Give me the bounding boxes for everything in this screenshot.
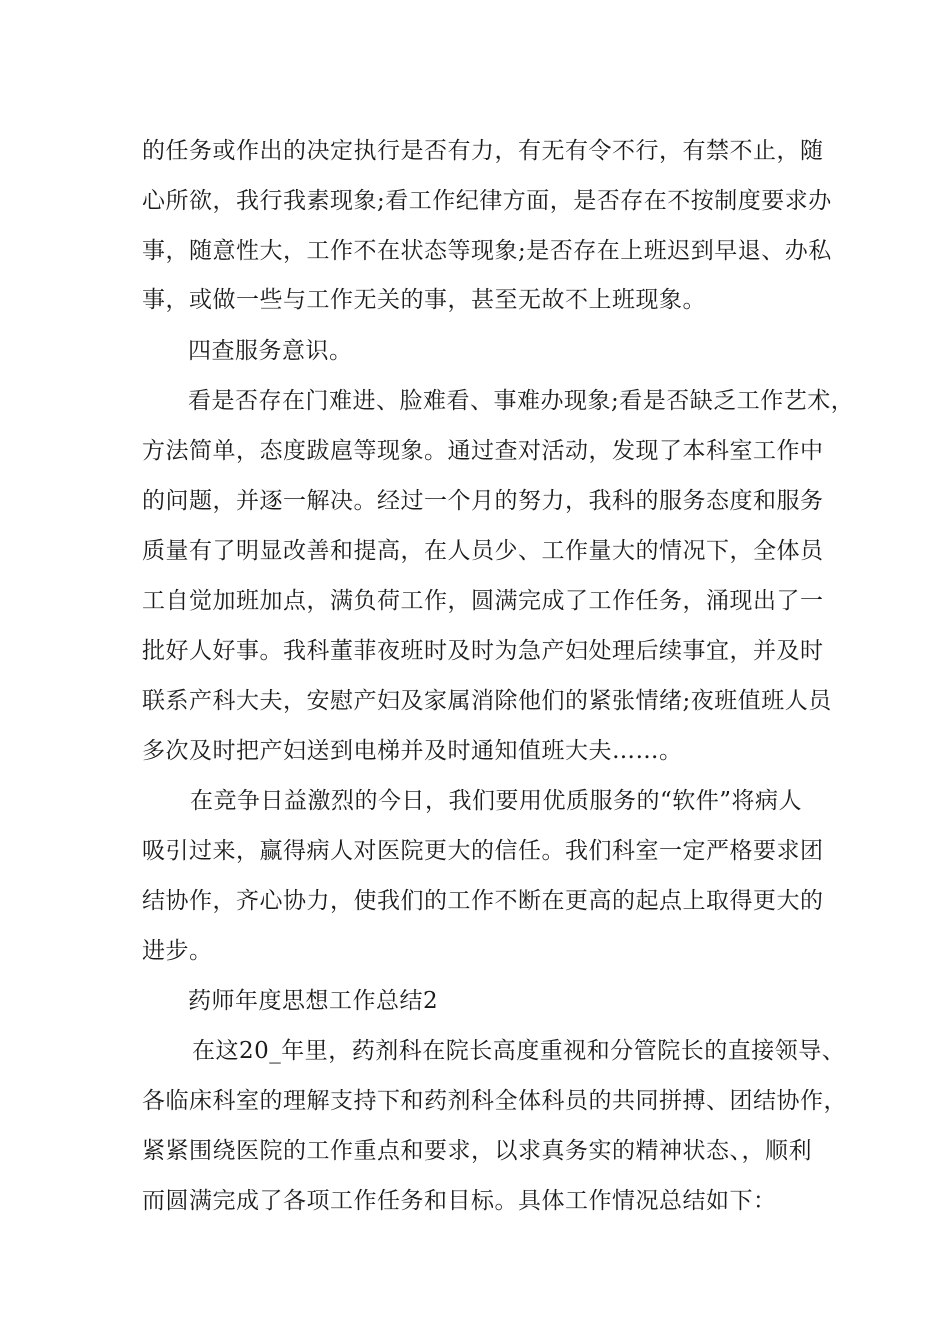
text-line: 吸引过来，赢得病人对医院更大的信任。我们科室一定严格要求团 <box>142 838 824 864</box>
text-line: 的问题，并逐一解决。经过一个月的努力，我科的服务态度和服务 <box>142 488 824 514</box>
text-line: 进步。 <box>142 938 213 964</box>
text-line: 看是否存在门难进、脸难看、事难办现象;看是否缺乏工作艺术， <box>188 388 855 414</box>
text-line: 的任务或作出的决定执行是否有力，有无有令不行，有禁不止，随 <box>142 138 824 164</box>
text-line: 批好人好事。我科董菲夜班时及时为急产妇处理后续事宜，并及时 <box>142 638 824 664</box>
text-line: 结协作，齐心协力，使我们的工作不断在更高的起点上取得更大的 <box>142 888 824 914</box>
text-line: 紧紧围绕医院的工作重点和要求，以求真务实的精神状态、，顺利 <box>142 1138 812 1164</box>
section-heading: 药师年度思想工作总结2 <box>188 988 439 1014</box>
text-line: 方法简单，态度跋扈等现象。通过查对活动，发现了本科室工作中 <box>142 438 824 464</box>
text-line: 而圆满完成了各项工作任务和目标。具体工作情况总结如下： <box>142 1188 777 1214</box>
text-line: 质量有了明显改善和提高，在人员少、工作量大的情况下，全体员 <box>142 538 824 564</box>
text-line: 事，随意性大，工作不在状态等现象;是否存在上班迟到早退、办私 <box>142 238 832 264</box>
text-line: 工自觉加班加点，满负荷工作，圆满完成了工作任务，涌现出了一 <box>142 588 824 614</box>
text-line: 多次及时把产妇送到电梯并及时通知值班大夫……。 <box>142 738 683 764</box>
text-line: 在竞争日益激烈的今日，我们要用优质服务的“软件”将病人 <box>190 788 803 814</box>
text-line: 心所欲，我行我素现象;看工作纪律方面，是否存在不按制度要求办 <box>142 188 832 214</box>
text-line: 在这20_年里，药剂科在院长高度重视和分管院长的直接领导、 <box>192 1038 846 1064</box>
text-line: 事，或做一些与工作无关的事，甚至无故不上班现象。 <box>142 287 706 313</box>
text-line: 联系产科大夫，安慰产妇及家属消除他们的紧张情绪;夜班值班人员 <box>142 688 832 714</box>
section-heading: 四查服务意识。 <box>188 338 353 364</box>
text-line: 各临床科室的理解支持下和药剂科全体科员的共同拼搏、团结协作， <box>142 1088 847 1114</box>
